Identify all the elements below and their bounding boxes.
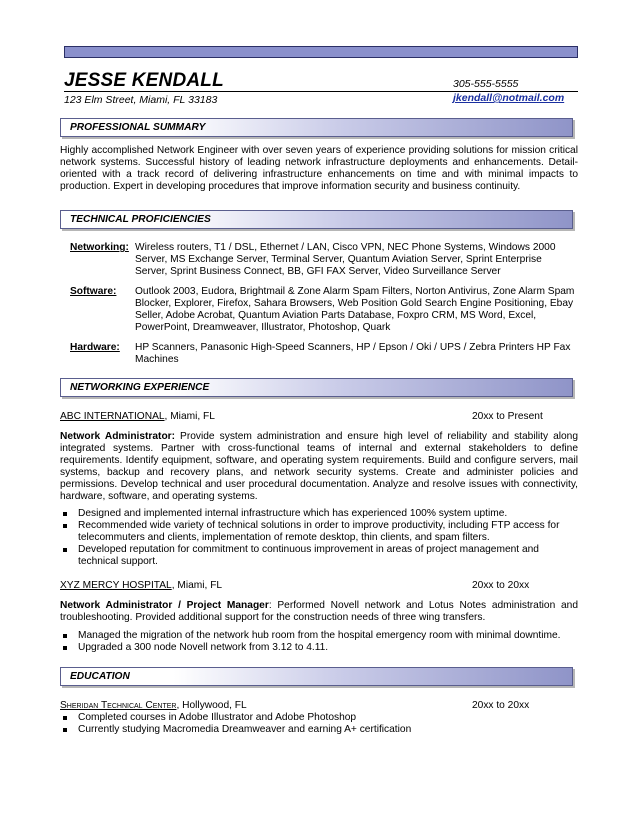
list-item: Currently studying Macromedia Dreamweaver and earning A+ certification xyxy=(60,724,578,736)
phone-number: 305-555-5555 xyxy=(453,78,519,90)
proficiency-text: HP Scanners, Panasonic High-Speed Scanners, HP / Epson / Oki / UPS / Zebra Printers HP Fax Machines xyxy=(135,342,571,365)
company-location: , Miami, FL xyxy=(171,580,223,591)
list-item: Recommended wide variety of technical solutions in order to improve productivity, including FTP access for telecommuters and clients, implementation of remote desktop, thin clients, and spam filters. xyxy=(60,520,578,544)
job-description-text: : Performed Novell network and Lotus Notes administration and troubleshooting. Provided additional support for the construction needs of three wing transfers. xyxy=(60,600,578,623)
proficiency-label: Networking: xyxy=(70,242,129,253)
section-title: EDUCATION xyxy=(70,671,130,682)
section-title: NETWORKING EXPERIENCE xyxy=(70,382,210,393)
section-title: TECHNICAL PROFICIENCIES xyxy=(70,214,211,225)
email-link[interactable]: jkendall@notmail.com xyxy=(453,92,565,104)
education-bullets xyxy=(60,712,578,736)
job-description xyxy=(60,431,578,503)
job-role: Network Administrator / Project Manager xyxy=(60,600,269,611)
list-item: Completed courses in Adobe Illustrator and Adobe Photoshop xyxy=(60,712,578,724)
list-item: Developed reputation for commitment to continuous improvement in areas of project management and technical support. xyxy=(60,544,578,568)
list-item: Managed the migration of the network hub room from the hospital emergency room with minimal downtime. xyxy=(60,630,578,642)
job-company-line xyxy=(60,411,215,423)
job-description xyxy=(60,600,578,624)
header-decorative-bar xyxy=(64,46,578,58)
job-bullets xyxy=(60,630,578,654)
education-school-line xyxy=(60,700,247,712)
job-dates: 20xx to 20xx xyxy=(472,580,530,591)
list-item: Designed and implemented internal infrastructure which has experienced 100% system uptime. xyxy=(60,508,578,520)
school-name: Sheridan Technical Center xyxy=(60,700,177,711)
job-dates: 20xx to Present xyxy=(472,411,543,422)
list-item: Upgraded a 300 node Novell network from 3.12 to 4.11. xyxy=(60,642,578,654)
street-address: 123 Elm Street, Miami, FL 33183 xyxy=(64,94,218,106)
section-header-proficiencies xyxy=(60,210,573,229)
company-location: , Miami, FL xyxy=(164,411,215,422)
proficiency-text: Wireless routers, T1 / DSL, Ethernet / LAN, Cisco VPN, NEC Phone Systems, Windows 2000 Server, MS Exchange Server, Terminal Server, Quantum Aviation Server, Sprint Enterprise Server, Sprint Business Connect, BB, GFI FAX Server, Video Surveillance Server xyxy=(135,242,556,277)
job-role: Network Administrator: xyxy=(60,431,176,442)
candidate-name: JESSE KENDALL xyxy=(64,70,224,91)
section-header-education xyxy=(60,667,573,686)
section-header-experience xyxy=(60,378,573,397)
summary-text: Highly accomplished Network Engineer with over seven years of experience providing solutions for mission critical network systems. Successful history of leading network infrastructure deployments and enhancements. Detail-oriented with a track record of delivering infrastructure enhancements on time and with minimal impacts to production. Expert in developing procedures that improve information security and business continuity. xyxy=(60,145,578,192)
proficiency-label: Software: xyxy=(70,286,117,297)
proficiency-text: Outlook 2003, Eudora, Brightmail & Zone Alarm Spam Filters, Norton Antivirus, Zone Alarm Spam Blocker, Explorer, Firefox, Sahara Browsers, Web Position Gold Search Engine Positioning, Ebay Seller, Adobe Acrobat, Quantum Aviation Parts Database, Foxpro CRM, MS Word, Excel, PowerPoint, Dreamweaver, Illustrator, Photoshop, Quark xyxy=(135,286,575,333)
school-location: , Hollywood, FL xyxy=(176,700,247,711)
proficiency-label: Hardware: xyxy=(70,342,120,353)
job-company-line xyxy=(60,580,222,592)
section-header-summary xyxy=(60,118,573,137)
company-name: XYZ MERCY HOSPITAL xyxy=(60,580,172,591)
job-bullets xyxy=(60,508,578,568)
education-dates: 20xx to 20xx xyxy=(472,700,530,711)
job-description-text: Provide system administration and ensure high level of reliability and stability along integrated systems. Partner with cross-functional teams of internal and external stakeholders to define requirements. Identify equipment, software, and operating system requirements. Build and configure servers, mail systems, backup and recovery plans, and network security systems. Create and administer policies and permissions. Develop technical and user procedural documentation. Analyze and resolve issues with connectivity, hardware, software, and operating systems. xyxy=(60,431,578,502)
summary-paragraph xyxy=(60,145,578,193)
company-name: ABC INTERNATIONAL xyxy=(60,411,165,422)
section-title: PROFESSIONAL SUMMARY xyxy=(70,122,206,133)
